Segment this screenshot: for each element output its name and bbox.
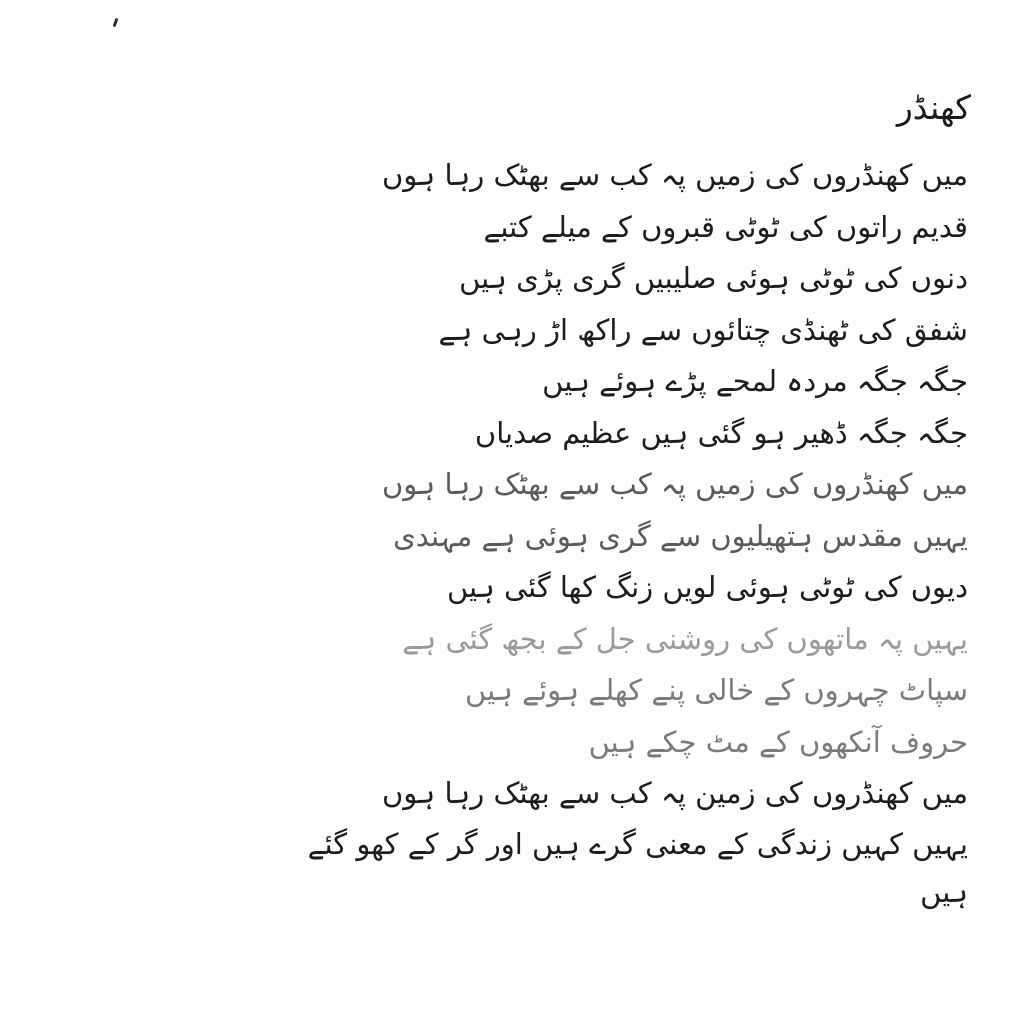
- scan-speck: [113, 18, 119, 27]
- poem-line: یہیں مقدس ہتھیلیوں سے گری ہوئی ہے مہندی: [393, 518, 968, 553]
- poem-line: میں کھنڈروں کی زمیں پہ کب سے بھٹک رہا ہوں: [381, 467, 968, 501]
- poem-line: قدیم راتوں کی ٹوٹی قبروں کے میلے کتبے: [483, 209, 968, 244]
- poem-line: دنوں کی ٹوٹی ہوئی صلیبیں گری پڑی ہیں: [459, 261, 968, 295]
- poem-body: [68, 150, 968, 820]
- poem-last-line: یہیں کہیں زندگی کے معنی گرے ہیں اور گر کے کھو گئے: [307, 827, 968, 861]
- poem-line: دیوں کی ٹوٹی ہوئی لویں زنگ کھا گئی ہیں: [446, 570, 968, 604]
- poem-line: میں کھنڈروں کی زمیں پہ کب سے بھٹک رہا ہوں: [381, 158, 968, 192]
- poem-last-line-wrap: ہیں: [920, 875, 968, 909]
- poem-line: سپاٹ چہروں کے خالی پنے کھلے ہوئے ہیں: [465, 673, 968, 707]
- poem-line: حروف آنکھوں کے مٹ چکے ہیں: [588, 724, 968, 759]
- poem-line: جگہ جگہ مردہ لمحے پڑے ہوئے ہیں: [542, 364, 968, 398]
- poem-line: میں کھنڈروں کی زمین پہ کب سے بھٹک رہا ہوں: [381, 776, 968, 810]
- poem-line: جگہ جگہ ڈھیر ہو گئی ہیں عظیم صدیاں: [474, 415, 968, 450]
- poem-title: کھنڈر: [896, 88, 971, 127]
- poem-line: یہیں پہ ماتھوں کی روشنی جل کے بجھ گئی ہے: [402, 621, 968, 656]
- poem-line: شفق کی ٹھنڈی چتائوں سے راکھ اڑ رہی ہے: [438, 312, 968, 347]
